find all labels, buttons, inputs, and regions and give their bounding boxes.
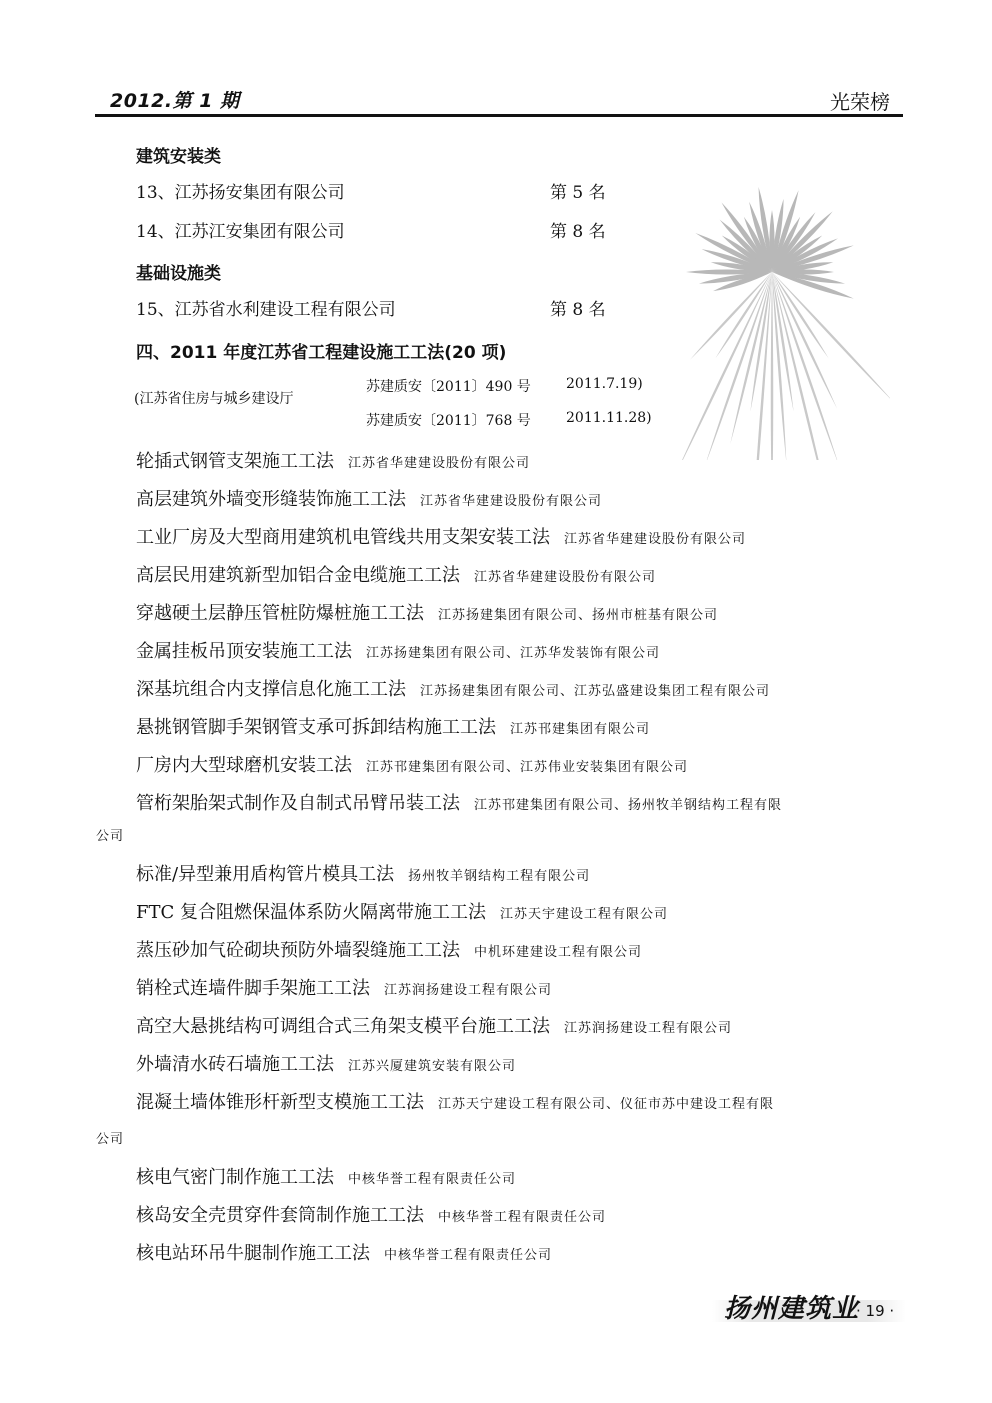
method-item	[136, 1050, 516, 1076]
method-company: 中核华誉工程有限责任公司	[438, 1210, 607, 1225]
firework-petal	[750, 272, 772, 412]
document-date: 2011.7.19)	[566, 376, 643, 392]
method-item	[136, 561, 656, 587]
method-company: 江苏天宁建设工程有限公司、仪征市苏中建设工程有限	[438, 1097, 775, 1112]
method-name: 穿越硬土层静压管桩防爆桩施工工法	[136, 603, 424, 624]
method-item	[136, 675, 770, 701]
method-item	[136, 485, 602, 511]
method-name: 标准/异型兼用盾构管片模具工法	[136, 864, 395, 885]
method-company: 江苏省华建建设股份有限公司	[564, 532, 747, 547]
method-company: 江苏润扬建设工程有限公司	[564, 1021, 733, 1036]
method-company: 江苏省华建建设股份有限公司	[348, 456, 531, 471]
method-item	[136, 637, 660, 663]
method-item	[136, 713, 650, 739]
method-company: 江苏扬建集团有限公司、江苏弘盛建设集团工程有限公司	[420, 684, 771, 699]
method-company: 江苏省华建建设股份有限公司	[420, 494, 603, 509]
method-name: 工业厂房及大型商用建筑机电管线共用支架安装工法	[136, 527, 550, 548]
method-item	[136, 1163, 516, 1189]
method-company: 江苏兴厦建筑安装有限公司	[348, 1059, 517, 1074]
method-company: 江苏扬建集团有限公司、江苏华发装饰有限公司	[366, 646, 661, 661]
method-item	[136, 974, 552, 1000]
method-item	[136, 523, 746, 549]
method-item	[136, 936, 642, 962]
method-company: 江苏润扬建设工程有限公司	[384, 983, 553, 998]
method-name: 管桁架胎架式制作及自制式吊臂吊装工法	[136, 793, 460, 814]
method-name: FTC 复合阻燃保温体系防火隔离带施工工法	[136, 902, 486, 923]
issuer: (江苏省住房与城乡建设厅	[134, 391, 294, 407]
method-company: 中机环建建设工程有限公司	[474, 945, 643, 960]
ranking-position: 第 5 名	[550, 183, 606, 203]
firework-illustration	[660, 150, 890, 460]
ranking-name: 15、江苏省水利建设工程有限公司	[136, 300, 396, 320]
issue-label: 2012.第 1 期	[110, 90, 240, 112]
method-company: 江苏邗建集团有限公司、江苏伟业安装集团有限公司	[366, 760, 689, 775]
method-company: 中核华誉工程有限责任公司	[384, 1248, 553, 1263]
method-name: 核电站环吊牛腿制作施工工法	[136, 1243, 370, 1264]
header-rule	[95, 114, 903, 117]
category-infrastructure: 基础设施类	[136, 264, 221, 284]
method-company: 江苏扬建集团有限公司、扬州市桩基有限公司	[438, 608, 719, 623]
magazine-logo: 扬州建筑业	[724, 1294, 860, 1324]
method-name: 金属挂板吊顶安装施工工法	[136, 641, 352, 662]
method-name: 外墙清水砖石墙施工工法	[136, 1054, 334, 1075]
ranking-name: 14、江苏江安集团有限公司	[136, 222, 345, 242]
column-title: 光荣榜	[830, 90, 890, 114]
firework-petal	[715, 272, 772, 358]
method-name: 核电气密门制作施工工法	[136, 1167, 334, 1188]
firework-petal	[771, 272, 774, 460]
method-item	[136, 860, 590, 886]
page-number: · 19 ·	[856, 1302, 895, 1320]
method-item	[136, 751, 688, 777]
method-item	[136, 789, 782, 815]
method-name: 混凝土墙体锥形杆新型支模施工工法	[136, 1092, 424, 1113]
method-company: 江苏邗建集团有限公司、扬州牧羊钢结构工程有限	[474, 798, 783, 813]
method-name: 高空大悬挑结构可调组合式三角架支模平台施工工法	[136, 1016, 550, 1037]
method-name: 高层建筑外墙变形缝装饰施工工法	[136, 489, 406, 510]
method-company-wrap: 公司	[96, 1132, 125, 1147]
method-item	[136, 1012, 732, 1038]
firework-petal	[772, 272, 829, 358]
method-company-wrap: 公司	[96, 829, 125, 844]
method-item	[136, 1239, 552, 1265]
method-company: 江苏邗建集团有限公司	[510, 722, 651, 737]
category-building-install: 建筑安装类	[136, 147, 221, 167]
document-number: 苏建质安〔2011〕768 号	[366, 413, 531, 429]
method-company: 江苏天宇建设工程有限公司	[500, 907, 669, 922]
method-name: 深基坑组合内支撑信息化施工工法	[136, 679, 406, 700]
ranking-position: 第 8 名	[550, 222, 606, 242]
document-number: 苏建质安〔2011〕490 号	[366, 379, 531, 395]
method-item	[136, 447, 530, 473]
method-name: 悬挑钢管脚手架钢管支承可拆卸结构施工工法	[136, 717, 496, 738]
method-item	[136, 1201, 606, 1227]
method-item	[136, 898, 668, 924]
method-name: 销栓式连墙件脚手架施工工法	[136, 978, 370, 999]
method-item	[136, 599, 718, 625]
method-name: 厂房内大型球磨机安装工法	[136, 755, 352, 776]
method-name: 轮插式钢管支架施工工法	[136, 451, 334, 472]
firework-petal	[705, 272, 772, 460]
method-company: 江苏省华建建设股份有限公司	[474, 570, 657, 585]
firework-petal	[772, 272, 794, 412]
method-name: 核岛安全壳贯穿件套筒制作施工工法	[136, 1205, 424, 1226]
firework-petal	[772, 272, 839, 460]
ranking-name: 13、江苏扬安集团有限公司	[136, 183, 345, 203]
document-date: 2011.11.28)	[566, 410, 652, 426]
method-name: 蒸压砂加气砼砌块预防外墙裂缝施工工法	[136, 940, 460, 961]
method-item	[136, 1088, 774, 1114]
section-title: 四、2011 年度江苏省工程建设施工工法(20 项)	[136, 343, 507, 363]
method-company: 中核华誉工程有限责任公司	[348, 1172, 517, 1187]
method-name: 高层民用建筑新型加铝合金电缆施工工法	[136, 565, 460, 586]
method-company: 扬州牧羊钢结构工程有限公司	[408, 869, 591, 884]
ranking-position: 第 8 名	[550, 300, 606, 320]
